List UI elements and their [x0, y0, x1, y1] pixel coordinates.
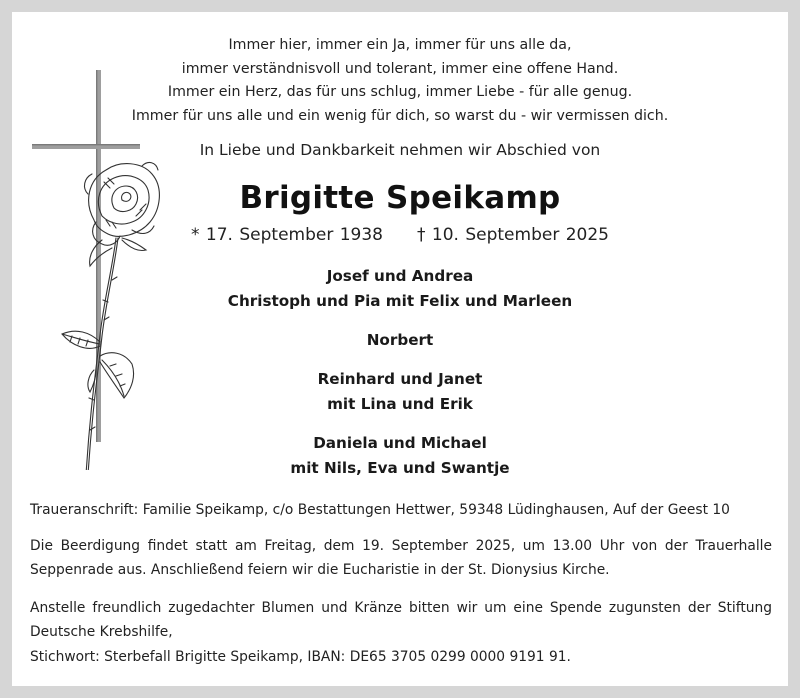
deceased-name: Brigitte Speikamp [239, 180, 561, 216]
family-line: Christoph und Pia mit Felix und Marleen [227, 292, 573, 310]
poem-line: Immer hier, immer ein Ja, immer für uns alle da, [228, 37, 572, 53]
family-line: mit Lina und Erik [327, 395, 473, 413]
poem [12, 34, 788, 128]
family-line: Josef und Andrea [326, 267, 474, 285]
family-group [12, 328, 788, 353]
poem-line: Immer ein Herz, das für uns schlug, immer Liebe - für alle genug. [167, 84, 633, 100]
family-group [12, 431, 788, 481]
family-line: Reinhard und Janet [317, 370, 483, 388]
farewell-intro: In Liebe und Dankbarkeit nehmen wir Abschied von [199, 141, 601, 159]
poem-line: immer verständnisvoll und tolerant, immer eine offene Hand. [181, 60, 619, 77]
family-group [12, 264, 788, 314]
life-dates [12, 225, 788, 245]
family-line: mit Nils, Eva und Swantje [290, 459, 510, 477]
family-group [12, 367, 788, 417]
mourning-address: Traueranschrift: Familie Speikamp, c/o Bestattungen Hettwer, 59348 Lüdinghausen, Auf der Geest 10 [30, 502, 730, 518]
mourners-list [12, 264, 788, 495]
donation-request: Anstelle freundlich zugedachter Blumen und Kränze bitten wir um eine Spende zugunsten der Stiftung Deutsche Krebshilfe, [30, 600, 772, 640]
death-date: † 10. September 2025 [417, 225, 609, 245]
funeral-info: Die Beerdigung findet statt am Freitag, dem 19. September 2025, um 13.00 Uhr von der Trauerhalle Seppenrade aus. Anschließend feiern wir die Eucharistie in der St. Dionysius Kirche. [30, 538, 772, 578]
donation-keyword: Stichwort: Sterbefall Brigitte Speikamp, IBAN: DE65 3705 0299 0000 9191 91. [30, 649, 571, 665]
birth-date: * 17. September 1938 [191, 225, 383, 245]
family-line: Norbert [366, 331, 434, 349]
poem-line: Immer für uns alle und ein wenig für dich, so warst du - wir vermissen dich. [131, 107, 669, 124]
family-line: Daniela und Michael [313, 434, 487, 452]
